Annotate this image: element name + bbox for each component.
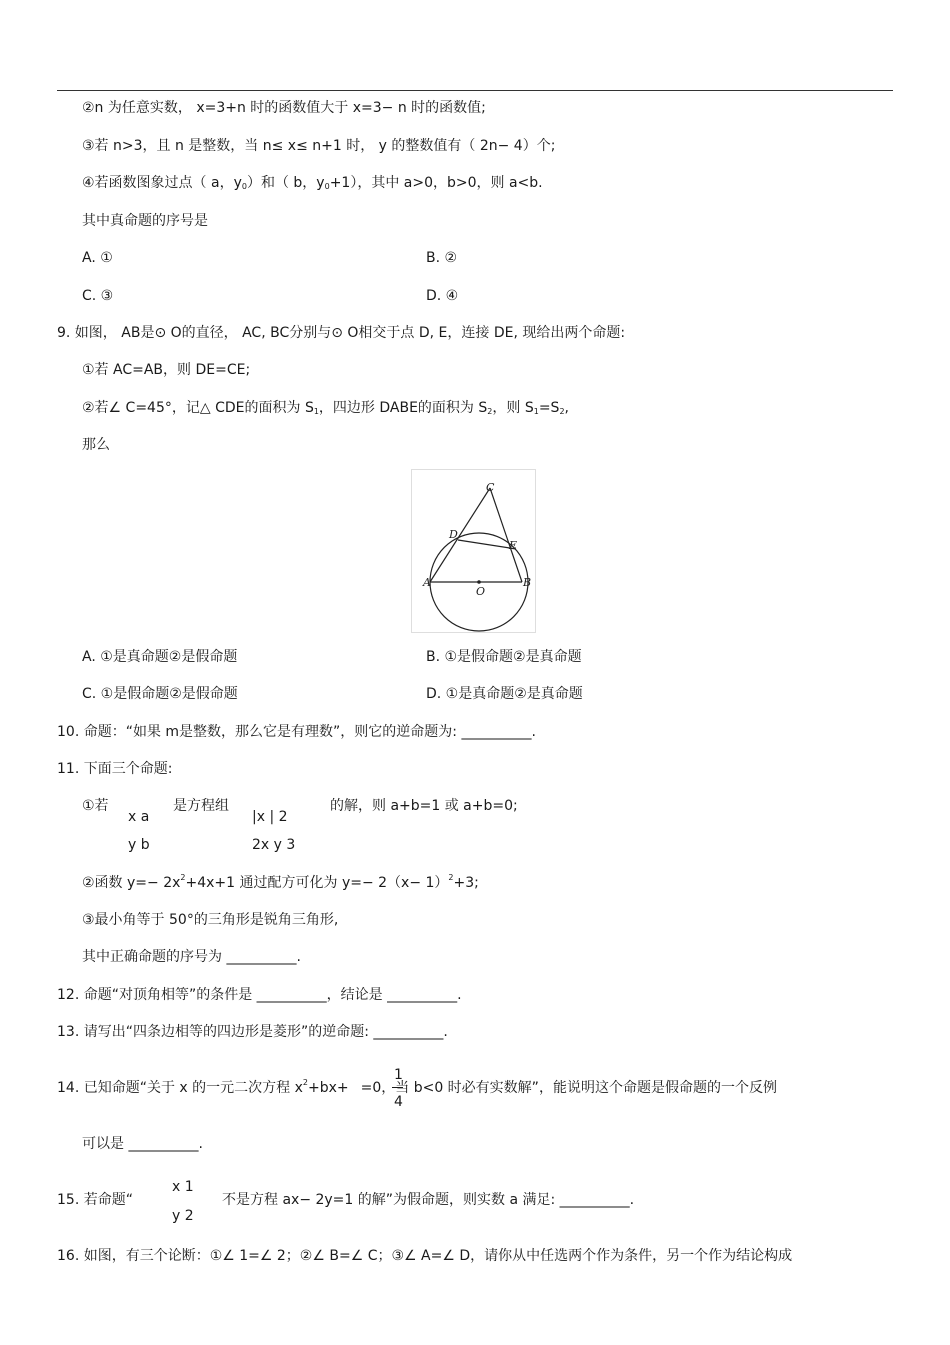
q14-fraction-numerator: 1 <box>394 1067 403 1083</box>
q14-fraction-denominator: 4 <box>394 1094 403 1110</box>
q8-statement-2: ②n 为任意实数， x=3+n 时的函数值大于 x=3− n 时的函数值; <box>82 100 486 116</box>
q16-text: 16. 如图，有三个论断：①∠ 1=∠ 2；②∠ B=∠ C；③∠ A=∠ D，请你从中任选两个作为条件，另一个作为结论构成 <box>57 1248 793 1264</box>
q14-text: 14. 已知命题“关于 x 的一元二次方程 $x^2+bx+ =0$，当 b<0 时必有实数解”，能说明这个命题是假命题的一个反例 <box>57 1078 777 1096</box>
q8-option-a: A. ① <box>82 250 113 266</box>
q15-system-bottom: y 2 <box>172 1208 194 1224</box>
q8-option-d: D. ④ <box>426 288 459 304</box>
q9-statement-1: ①若 AC=AB，则 DE=CE; <box>82 362 251 378</box>
geometry-figure <box>411 469 536 633</box>
circle-triangle-diagram <box>412 470 535 632</box>
label-b: B <box>523 576 532 589</box>
q9-option-c: C. ①是假命题②是假命题 <box>82 686 238 702</box>
q11-stem: 11. 下面三个命题: <box>57 761 173 777</box>
q11-statement-3: ③最小角等于 50°的三角形是锐角三角形, <box>82 912 339 928</box>
label-o: O <box>476 585 486 598</box>
q9-stem: 9. 如图， AB是⊙ O的直径， AC, BC分别与⊙ O相交于点 D, E，连接 DE, 现给出两个命题: <box>57 325 626 341</box>
label-a: A <box>423 576 431 589</box>
q11-system-2-bottom: 2x y 3 <box>252 837 296 853</box>
q11-statement-1-suffix: 的解，则 a+b=1 或 a+b=0; <box>330 798 518 814</box>
q11-system-1-bottom: y b <box>128 837 150 853</box>
q8-option-b: B. ② <box>426 250 458 266</box>
q8-stem-end: 其中真命题的序号是 <box>82 213 208 229</box>
q12-text: 12. 命题“对顶角相等”的条件是 __________，结论是 __________. <box>57 987 462 1003</box>
header-rule <box>57 90 893 91</box>
q15-system-top: x 1 <box>172 1179 194 1195</box>
center-point-o <box>477 580 481 584</box>
q8-statement-4: ④若函数图象过点（ a，$y_0$）和（ b，$y_0+1$），其中 a>0，b>0，则 a<b. <box>82 175 543 191</box>
q15-prefix: 15. 若命题“ <box>57 1192 133 1208</box>
q11-statement-2: ②函数 $y=- 2x^2+4x+1$ 通过配方可化为 $y=- 2(x- 1)^2+3$; <box>82 873 479 891</box>
q9-statement-2: ②若∠ C=45°，记△ CDE的面积为 $S_1$，四边形 DABE的面积为 $S_2$，则 $S_1=S_2$, <box>82 400 569 416</box>
q11-end: 其中正确命题的序号为 __________. <box>82 949 301 965</box>
q11-statement-1-mid: 是方程组 <box>173 798 229 814</box>
q15-suffix: 不是方程 ax− 2y=1 的解”为假命题，则实数 a 满足: __________. <box>222 1192 635 1208</box>
q9-option-a: A. ①是真命题②是假命题 <box>82 649 238 665</box>
label-d: D <box>449 528 458 541</box>
q10-text: 10. 命题：“如果 m是整数，那么它是有理数”，则它的逆命题为: __________. <box>57 724 536 740</box>
segment-ac <box>430 488 490 582</box>
q8-statement-3: ③若 n>3，且 n 是整数，当 n≤ x≤ n+1 时， y 的整数值有（ 2n− 4）个; <box>82 138 556 154</box>
q9-option-d: D. ①是真命题②是真命题 <box>426 686 583 702</box>
q11-system-2-top: |x | 2 <box>252 809 288 825</box>
label-c: C <box>486 481 495 494</box>
q11-system-1-top: x a <box>128 809 150 825</box>
q14-fraction-bar <box>392 1087 403 1088</box>
q14-continuation: 可以是 __________. <box>82 1136 203 1152</box>
q9-option-b: B. ①是假命题②是真命题 <box>426 649 582 665</box>
q9-then: 那么 <box>82 437 110 453</box>
label-e: E <box>509 539 518 552</box>
q8-option-c: C. ③ <box>82 288 114 304</box>
q13-text: 13. 请写出“四条边相等的四边形是菱形”的逆命题: __________. <box>57 1024 448 1040</box>
q11-statement-1-prefix: ①若 <box>82 798 109 814</box>
